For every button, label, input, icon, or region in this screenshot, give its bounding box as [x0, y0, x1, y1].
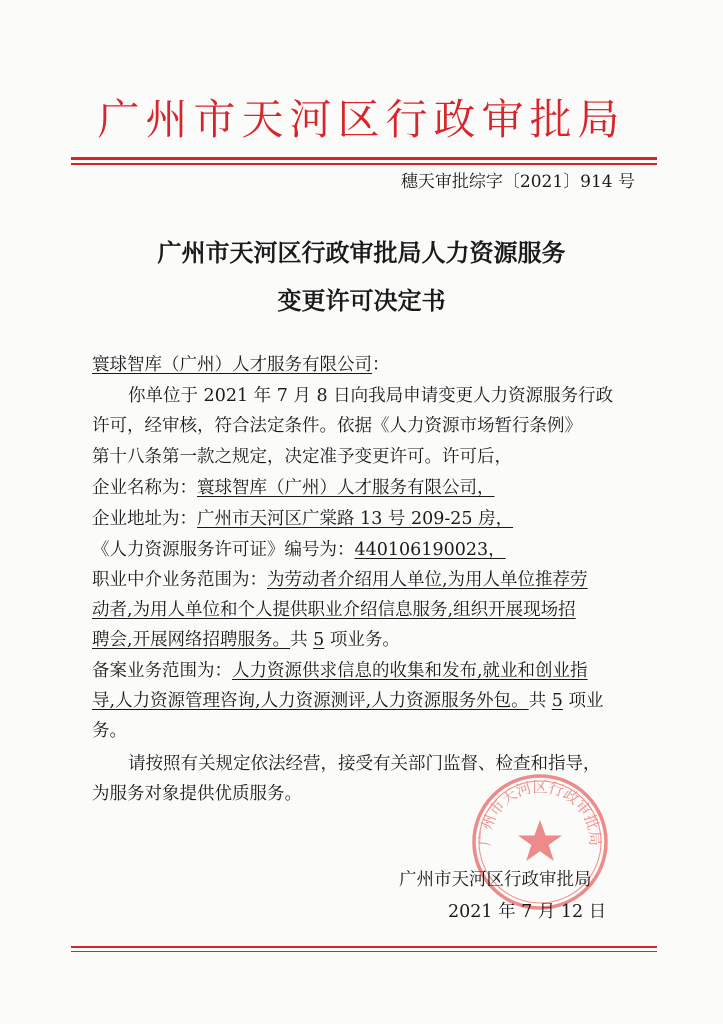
signing-authority: 广州市天河区行政审批局: [399, 870, 592, 890]
document-number: 穗天审批综字〔2021〕914 号: [400, 172, 635, 192]
agency-scope-count-prefix: 共: [290, 630, 314, 650]
record-scope-line1: [92, 659, 588, 683]
footer-red-rule: [71, 946, 657, 948]
paragraph1-line1: 你单位于 2021 年 7 月 8 日向我局申请变更人力资源服务行政: [128, 386, 614, 406]
company-address-row: [92, 507, 513, 531]
paragraph2-line1: 请按照有关规定依法经营，接受有关部门监督、检查和指导，: [128, 754, 601, 774]
record-scope-line3: 务。: [92, 721, 127, 741]
document-title-line2: 变更许可决定书: [277, 286, 446, 315]
record-scope-text1: 人力资源供求信息的收集和发布,就业和创业指: [232, 661, 588, 681]
paragraph1-line2: 许可，经审核，符合法定条件。依据《人力资源市场暂行条例》: [92, 416, 582, 436]
agency-scope-line2: 动者,为用人单位和个人提供职业介绍信息服务,组织开展现场招: [92, 600, 576, 620]
record-scope-count: 5: [551, 691, 563, 711]
addressee-colon: ：: [372, 355, 390, 375]
agency-scope-line1: [92, 568, 588, 592]
paragraph2-line2: 为服务对象提供优质服务。: [92, 784, 302, 804]
seal-text: 广州市天河区行政审批局: [475, 777, 605, 847]
signing-date: 2021 年 7 月 12 日: [448, 902, 607, 922]
license-number-row: [92, 538, 506, 562]
agency-scope-count-suffix: 项业务。: [324, 630, 400, 650]
issuing-authority-header: 广州市天河区行政审批局: [97, 95, 626, 144]
addressee: [92, 353, 390, 377]
record-scope-line2: [92, 689, 603, 713]
seal-star-icon: [518, 820, 562, 861]
company-name-value: 寰球智库（广州）人才服务有限公司，: [197, 478, 495, 498]
record-scope-label: 备案业务范围为：: [92, 661, 232, 681]
footer-red-rule-thin: [71, 951, 657, 952]
agency-scope-line3: [92, 628, 400, 652]
header-red-rule: [71, 157, 657, 160]
document-title-line1: 广州市天河区行政审批局人力资源服务: [157, 238, 566, 267]
addressee-name: 寰球智库（广州）人才服务有限公司: [92, 355, 372, 375]
record-scope-count-suffix: 项业: [562, 691, 604, 711]
agency-scope-label: 职业中介业务范围为：: [92, 570, 267, 590]
company-name-label: 企业名称为：: [92, 478, 197, 498]
record-scope-count-prefix: 共: [528, 691, 552, 711]
paragraph1-line3: 第十八条第一款之规定，决定准予变更许可。许可后，: [92, 447, 512, 467]
agency-scope-count: 5: [313, 630, 325, 650]
header-red-rule-thin: [71, 163, 657, 165]
company-address-value: 广州市天河区广棠路 13 号 209-25 房，: [197, 509, 514, 529]
license-number-label: 《人力资源服务许可证》编号为：: [92, 540, 355, 560]
record-scope-text2: 导,人力资源管理咨询,人力资源测评,人力资源服务外包。: [92, 691, 529, 711]
agency-scope-text1: 为劳动者介绍用人单位,为用人单位推荐劳: [267, 570, 588, 590]
agency-scope-text3: 聘会,开展网络招聘服务。: [92, 630, 291, 650]
license-number-value: 440106190023，: [354, 540, 506, 560]
company-name-row: [92, 476, 495, 500]
company-address-label: 企业地址为：: [92, 509, 197, 529]
